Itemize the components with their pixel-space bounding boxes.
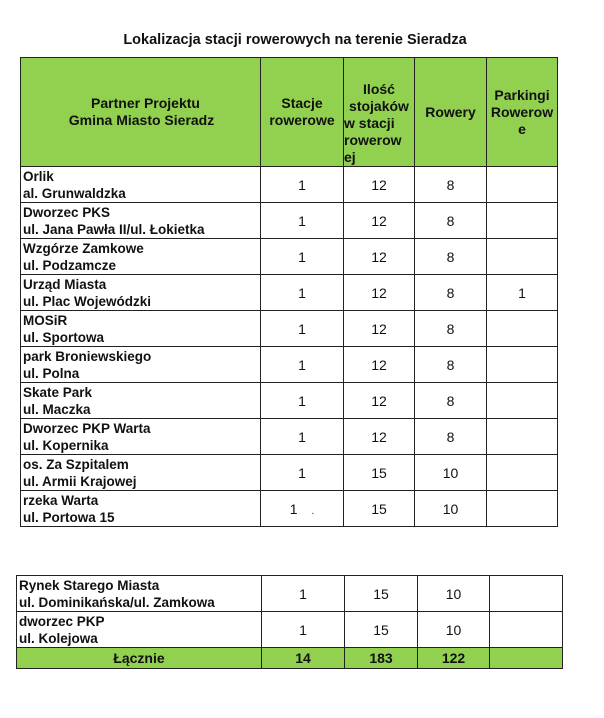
- location-cell: [21, 311, 261, 347]
- location-address: ul. Podzamcze: [23, 257, 117, 273]
- stojaki-cell: 12: [344, 239, 415, 275]
- stacje-value: 1: [298, 248, 306, 265]
- stacje-cell: [262, 576, 345, 612]
- stacje-cell: [261, 239, 344, 275]
- table-row: [21, 311, 558, 347]
- table-row: [21, 419, 558, 455]
- parkingi-cell: 1: [487, 275, 558, 311]
- table-row: [21, 239, 558, 275]
- location-cell: [21, 275, 261, 311]
- header-rowery: Rowery: [415, 58, 487, 167]
- document-title: Lokalizacja stacji rowerowych na terenie Sieradza: [123, 32, 467, 48]
- location-name: dworzec PKP: [19, 613, 105, 629]
- location-cell: [21, 203, 261, 239]
- header-ilosc-line5: ej: [344, 149, 356, 165]
- header-parkingi-line2: Rowerow: [490, 103, 554, 120]
- stacje-cell: [261, 347, 344, 383]
- header-stacje-line2: rowerowe: [269, 112, 335, 128]
- parkingi-cell: [487, 419, 558, 455]
- table-row: [21, 203, 558, 239]
- location-name: Rynek Starego Miasta: [19, 577, 160, 593]
- stacje-cell: [261, 167, 344, 203]
- location-cell: [21, 167, 261, 203]
- total-stacje: 14: [262, 648, 345, 669]
- header-ilosc-line2: stojaków: [349, 98, 409, 114]
- stojaki-cell: 15: [345, 612, 418, 648]
- stojaki-cell: 12: [344, 203, 415, 239]
- location-address: ul. Plac Wojewódzki: [23, 293, 152, 309]
- stacje-value: 1: [299, 585, 307, 602]
- table-row: [21, 347, 558, 383]
- header-parkingi-line1: Parkingi: [494, 86, 550, 103]
- location-name: MOSiR: [23, 312, 68, 328]
- parkingi-cell: [487, 239, 558, 275]
- parkingi-cell: [487, 455, 558, 491]
- stacje-cell: [262, 612, 345, 648]
- stojaki-cell: 15: [345, 576, 418, 612]
- rowery-cell: 8: [415, 203, 487, 239]
- parkingi-cell: [487, 167, 558, 203]
- parkingi-cell: [487, 311, 558, 347]
- header-parkingi: [487, 58, 558, 167]
- rowery-cell: 8: [415, 311, 487, 347]
- location-address: ul. Dominikańska/ul. Zamkowa: [19, 594, 215, 610]
- total-rowery: 122: [418, 648, 490, 669]
- table-row: [21, 275, 558, 311]
- stojaki-cell: 12: [344, 383, 415, 419]
- parkingi-cell: [490, 576, 563, 612]
- location-name: Urząd Miasta: [23, 276, 107, 292]
- rowery-cell: 10: [415, 491, 487, 527]
- header-partner-line2: Gmina Miasto Sieradz: [68, 112, 215, 128]
- table-header-row: [21, 58, 558, 167]
- location-cell: [17, 576, 262, 612]
- location-name: Orlik: [23, 168, 54, 184]
- total-stojaki: 183: [345, 648, 418, 669]
- location-address: ul. Armii Krajowej: [23, 473, 137, 489]
- rowery-cell: 10: [415, 455, 487, 491]
- stojaki-cell: 12: [344, 347, 415, 383]
- location-address: ul. Portowa 15: [23, 509, 115, 525]
- stations-table: [20, 57, 558, 527]
- rowery-cell: 8: [415, 419, 487, 455]
- table-row: [21, 455, 558, 491]
- rowery-cell: 8: [415, 275, 487, 311]
- stacje-value: 1: [298, 428, 306, 445]
- rowery-cell: 8: [415, 239, 487, 275]
- stacje-value: 1: [298, 284, 306, 301]
- stacje-value: 1: [298, 212, 306, 229]
- location-address: ul. Jana Pawła II/ul. Łokietka: [23, 221, 205, 237]
- location-cell: [21, 491, 261, 527]
- stacje-cell: [261, 311, 344, 347]
- stacje-cell: [261, 203, 344, 239]
- rowery-cell: 8: [415, 167, 487, 203]
- stray-mark: .: [311, 505, 315, 517]
- stacje-value: 1: [298, 392, 306, 409]
- location-name: os. Za Szpitalem: [23, 456, 129, 472]
- header-ilosc: [344, 58, 415, 167]
- stacje-cell: [261, 383, 344, 419]
- location-name: park Broniewskiego: [23, 348, 152, 364]
- total-row: [17, 648, 563, 669]
- header-parkingi-line3: e: [518, 120, 526, 137]
- stations-table-continued: [16, 575, 563, 669]
- stojaki-cell: 12: [344, 311, 415, 347]
- total-parkingi: [490, 648, 563, 669]
- header-ilosc-line1: Ilość: [363, 81, 395, 97]
- stacje-value: 1: [298, 356, 306, 373]
- stacje-cell: [261, 491, 344, 527]
- location-name: Wzgórze Zamkowe: [23, 240, 144, 256]
- total-label: Łącznie: [17, 648, 262, 669]
- stacje-cell: [261, 455, 344, 491]
- stojaki-cell: 15: [344, 455, 415, 491]
- rowery-cell: 10: [418, 576, 490, 612]
- location-address: ul. Kolejowa: [19, 630, 98, 646]
- header-partner-line1: Partner Projektu: [91, 95, 200, 111]
- location-address: ul. Maczka: [23, 401, 91, 417]
- stojaki-cell: 12: [344, 419, 415, 455]
- parkingi-cell: [487, 383, 558, 419]
- header-ilosc-line3: w stacji: [344, 115, 395, 131]
- table-row: [17, 576, 563, 612]
- location-address: al. Grunwaldzka: [23, 185, 126, 201]
- parkingi-cell: [487, 491, 558, 527]
- stacje-value: 1: [298, 320, 306, 337]
- location-address: ul. Kopernika: [23, 437, 109, 453]
- table-row: [21, 383, 558, 419]
- location-address: ul. Sportowa: [23, 329, 104, 345]
- location-address: ul. Polna: [23, 365, 80, 381]
- stojaki-cell: 12: [344, 167, 415, 203]
- stacje-cell: [261, 419, 344, 455]
- stacje-cell: [261, 275, 344, 311]
- table-row: [21, 491, 558, 527]
- location-cell: [21, 455, 261, 491]
- location-name: Dworzec PKP Warta: [23, 420, 151, 436]
- header-stacje-line1: Stacje: [281, 95, 323, 111]
- location-name: Dworzec PKS: [23, 204, 111, 220]
- parkingi-cell: [487, 203, 558, 239]
- rowery-cell: 10: [418, 612, 490, 648]
- stojaki-cell: 15: [344, 491, 415, 527]
- stacje-value: 1: [299, 621, 307, 638]
- location-cell: [21, 419, 261, 455]
- table-row: [17, 612, 563, 648]
- rowery-cell: 8: [415, 347, 487, 383]
- rowery-cell: 8: [415, 383, 487, 419]
- location-cell: [21, 383, 261, 419]
- header-partner: [21, 58, 261, 167]
- stacje-value: 1: [289, 500, 298, 517]
- parkingi-cell: [487, 347, 558, 383]
- parkingi-cell: [490, 612, 563, 648]
- header-stacje: [261, 58, 344, 167]
- location-cell: [17, 612, 262, 648]
- stojaki-cell: 12: [344, 275, 415, 311]
- table-row: [21, 167, 558, 203]
- location-cell: [21, 239, 261, 275]
- location-name: Skate Park: [23, 384, 93, 400]
- location-name: rzeka Warta: [23, 492, 99, 508]
- header-ilosc-line4: rowerow: [344, 132, 402, 148]
- stacje-value: 1: [298, 176, 306, 193]
- stacje-value: 1: [298, 464, 306, 481]
- location-cell: [21, 347, 261, 383]
